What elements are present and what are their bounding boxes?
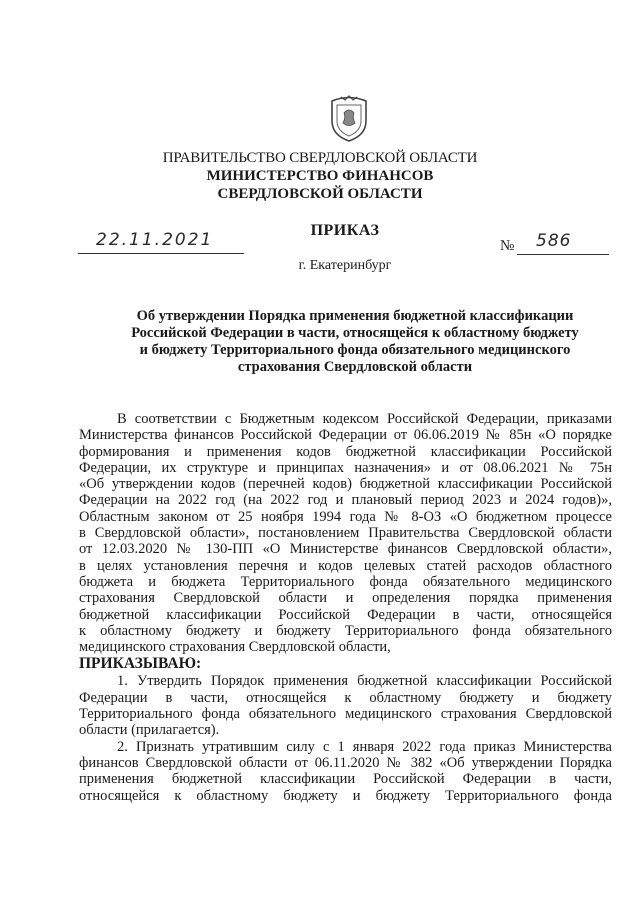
order-body — [79, 411, 612, 804]
item-1-line: Федерации в части, относящейся к областному бюджету и бюджету — [79, 689, 612, 706]
body-line: бюджетной классификации Российской Федерации в части, относящейся — [79, 606, 612, 623]
subject-line: страхования Свердловской области — [237, 359, 473, 375]
order-city: г. Екатеринбург — [298, 258, 392, 273]
order-number-label: № — [500, 238, 515, 254]
body-line: Областным законом от 25 ноября 1994 года № 8-ОЗ «О бюджетном процессе — [79, 508, 612, 525]
date-underline — [78, 253, 244, 254]
order-date: 22.11.2021 — [96, 230, 214, 250]
item-1-line: области (прилагается). — [79, 722, 220, 739]
coat-of-arms-emblem — [328, 95, 370, 143]
government-name: ПРАВИТЕЛЬСТВО СВЕРДЛОВСКОЙ ОБЛАСТИ — [162, 150, 478, 166]
body-line: Федерации, их структуре и принципах назначения» и от 08.06.2021 № 75н — [79, 459, 612, 476]
body-line: в целях установления перечня и кодов целевых статей расходов областного — [79, 557, 612, 574]
item-2-line: применения бюджетной классификации Российской Федерации в части, — [79, 771, 612, 788]
item-1-line: Территориального фонда обязательного медицинского страхования Свердловской — [79, 706, 612, 723]
body-line: страхования Свердловской области и определения порядка применения — [79, 590, 612, 607]
orders-heading: ПРИКАЗЫВАЮ: — [79, 655, 202, 673]
order-number: 586 — [536, 231, 572, 251]
subject-line: Об утверждении Порядка применения бюджетной классификации — [136, 308, 574, 324]
body-line: от 12.03.2020 № 130-ПП «О Министерстве финансов Свердловской области», — [79, 541, 612, 558]
ministry-region: СВЕРДЛОВСКОЙ ОБЛАСТИ — [217, 186, 423, 202]
order-subject — [90, 308, 620, 376]
order-title: ПРИКАЗ — [310, 222, 380, 239]
body-line: бюджета и бюджета Территориального фонда обязательного медицинского — [79, 573, 612, 590]
body-line: в Свердловской области», постановлением Правительства Свердловской области — [79, 525, 612, 542]
subject-line: Российской Федерации в части, относящейся к областному бюджету — [131, 325, 579, 341]
body-line: медицинского страхования Свердловской области, — [79, 639, 391, 656]
item-1-line: 1. Утвердить Порядок применения бюджетной классификации Российской — [117, 673, 612, 690]
item-2-line: относящейся к областному бюджету и бюджету Территориального фонда — [79, 787, 612, 804]
body-line: к областному бюджету и бюджету Территориального фонда обязательного — [79, 622, 612, 639]
item-2-line: финансов Свердловской области от 06.11.2020 № 382 «Об утверждении Порядка — [79, 754, 612, 771]
body-line: Федерации на 2022 год (на 2022 год и плановый период 2023 и 2024 годов)», — [79, 492, 612, 509]
body-line: «Об утверждении кодов (перечней кодов) бюджетной классификации Российской — [79, 476, 612, 493]
body-line: Министерства финансов Российской Федерации от 06.06.2019 № 85н «О порядке — [79, 427, 612, 444]
body-line: В соответствии с Бюджетным кодексом Российской Федерации, приказами — [117, 411, 612, 427]
subject-line: и бюджету Территориального фонда обязательного медицинского — [139, 342, 571, 358]
body-line: формирования и применения кодов бюджетной классификации Российской — [79, 443, 612, 460]
number-underline — [517, 254, 609, 255]
item-2-line: 2. Признать утратившим силу с 1 января 2022 года приказ Министерства — [117, 738, 612, 755]
ministry-name: МИНИСТЕРСТВО ФИНАНСОВ — [206, 168, 434, 184]
